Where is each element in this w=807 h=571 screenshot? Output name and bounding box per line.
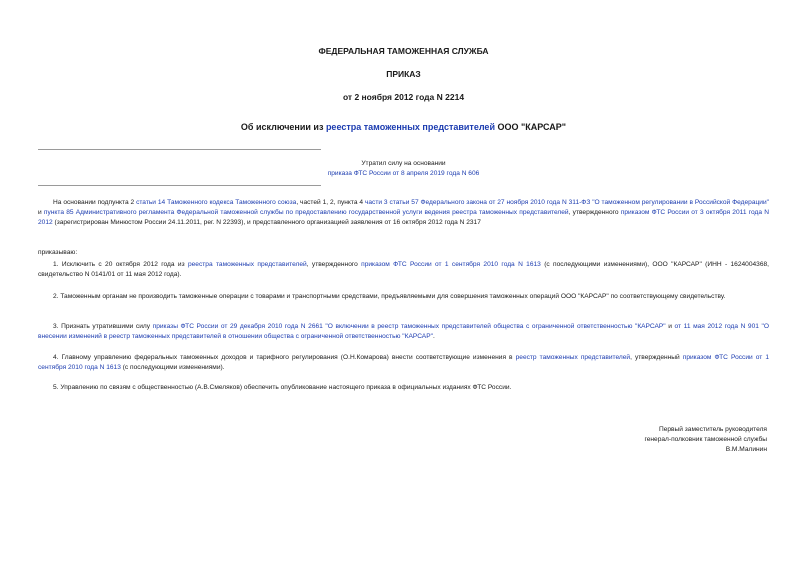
status-note bbox=[0, 159, 807, 179]
preamble-link-regulation[interactable]: пункта 85 Административного регламента Федеральной таможенной службы по предоставлению государственной услуги ведения реестра таможенных представителей bbox=[43, 209, 569, 217]
title-registry-link[interactable]: реестра таможенных представителей bbox=[325, 122, 495, 132]
order-word: приказываю: bbox=[38, 249, 78, 256]
item-2 bbox=[38, 292, 769, 302]
item4-text-1: 4. Главному управлению федеральных таможенных доходов и тарифного регулирования (О.Н.Комарова) внести соответствующие изменения в bbox=[53, 354, 516, 361]
doc-date-number: от 2 ноября 2012 года N 2214 bbox=[342, 92, 465, 102]
item1-text-1: 1. Исключить с 20 октября 2012 года из bbox=[53, 261, 188, 268]
item3-text-3: . bbox=[432, 333, 435, 341]
title-text-after: ООО "КАРСАР" bbox=[494, 122, 567, 132]
preamble-text-3: и bbox=[38, 209, 44, 217]
title-text-before: Об исключении из bbox=[240, 122, 326, 132]
divider-top bbox=[38, 149, 321, 150]
item-4 bbox=[38, 353, 769, 373]
item4-text-3: (с последующими изменениями). bbox=[120, 364, 225, 372]
item3-link-order-901[interactable]: от 11 мая 2012 года N 901 "О внесении изменений в реестр таможенных представителей в отношении общества с ограниченной ответственностью "КАРСАР" bbox=[38, 323, 769, 341]
signature-rank: генерал-полковник таможенной службы bbox=[644, 436, 767, 443]
preamble-link-order[interactable]: приказом ФТС России от 3 октября 2011 года N 2012 bbox=[38, 209, 769, 227]
preamble-text-4: , утвержденного bbox=[568, 209, 621, 217]
item-3 bbox=[38, 322, 769, 342]
item4-text-2: , утвержденный bbox=[630, 354, 683, 361]
item1-text-3: (с последующими изменениями), ООО "КАРСАР" (ИНН - 1624004368, свидетельство N 0141/01 от 11 мая 2012 года). bbox=[38, 261, 769, 279]
item2-text: 2. Таможенным органам не производить таможенные операции с товарами и транспортными средствами, предъявляемыми для совершения таможенных операций ООО "КАРСАР" по соответствующему свидетельству. bbox=[53, 293, 726, 300]
preamble-text-5: (зарегистрирован Минюстом России 24.11.2011, рег. N 22393), и представленного организацией заявления от 16 октября 2012 года N 2317 bbox=[52, 219, 481, 227]
item3-text-2: и bbox=[665, 323, 675, 330]
signature-position: Первый заместитель руководителя bbox=[658, 426, 767, 433]
item-5 bbox=[38, 383, 769, 393]
item5-text: 5. Управлению по связям с общественностью (А.В.Смеляков) обеспечить опубликование настоящего приказа в официальных изданиях ФТС России. bbox=[53, 384, 512, 391]
item4-link-order[interactable]: приказом ФТС России от 1 сентября 2010 года N 1613 bbox=[38, 354, 769, 372]
doc-type-heading: ПРИКАЗ bbox=[386, 69, 421, 79]
agency-heading: ФЕДЕРАЛЬНАЯ ТАМОЖЕННАЯ СЛУЖБА bbox=[318, 46, 489, 56]
signature-block bbox=[467, 425, 767, 455]
item3-text-1: 3. Признать утратившими силу bbox=[53, 323, 153, 330]
item1-text-2: , утвержденного bbox=[306, 261, 362, 268]
preamble-text-2: , частей 1, 2, пункта 4 bbox=[296, 199, 365, 206]
preamble-text-1: На основании подпункта 2 bbox=[53, 199, 137, 206]
preamble-link-law[interactable]: части 3 статьи 57 Федерального закона от 27 ноября 2010 года N 311-ФЗ "О таможенном регулировании в Российской Федерации" bbox=[364, 199, 769, 206]
status-line: Утратил силу на основании bbox=[361, 160, 446, 167]
signature-name: В.М.Малинин bbox=[725, 446, 767, 453]
item-1 bbox=[38, 260, 769, 280]
divider-bottom bbox=[38, 185, 321, 186]
item1-link-order[interactable]: приказом ФТС России от 1 сентября 2010 года N 1613 bbox=[361, 261, 541, 268]
status-repeal-link[interactable]: приказа ФТС России от 8 апреля 2019 года N 606 bbox=[327, 170, 480, 177]
item3-link-order-2661[interactable]: приказы ФТС России от 29 декабря 2010 года N 2661 "О включении в реестр таможенных представителей общества с ограниченной ответственностью "КАРСАР" bbox=[152, 323, 666, 330]
item4-link-registry[interactable]: реестр таможенных представителей bbox=[515, 354, 631, 361]
doc-title bbox=[0, 122, 807, 132]
preamble-link-code[interactable]: статьи 14 Таможенного кодекса Таможенного союза bbox=[136, 199, 297, 206]
preamble-paragraph bbox=[38, 198, 769, 229]
item1-link-registry[interactable]: реестра таможенных представителей bbox=[187, 261, 307, 268]
